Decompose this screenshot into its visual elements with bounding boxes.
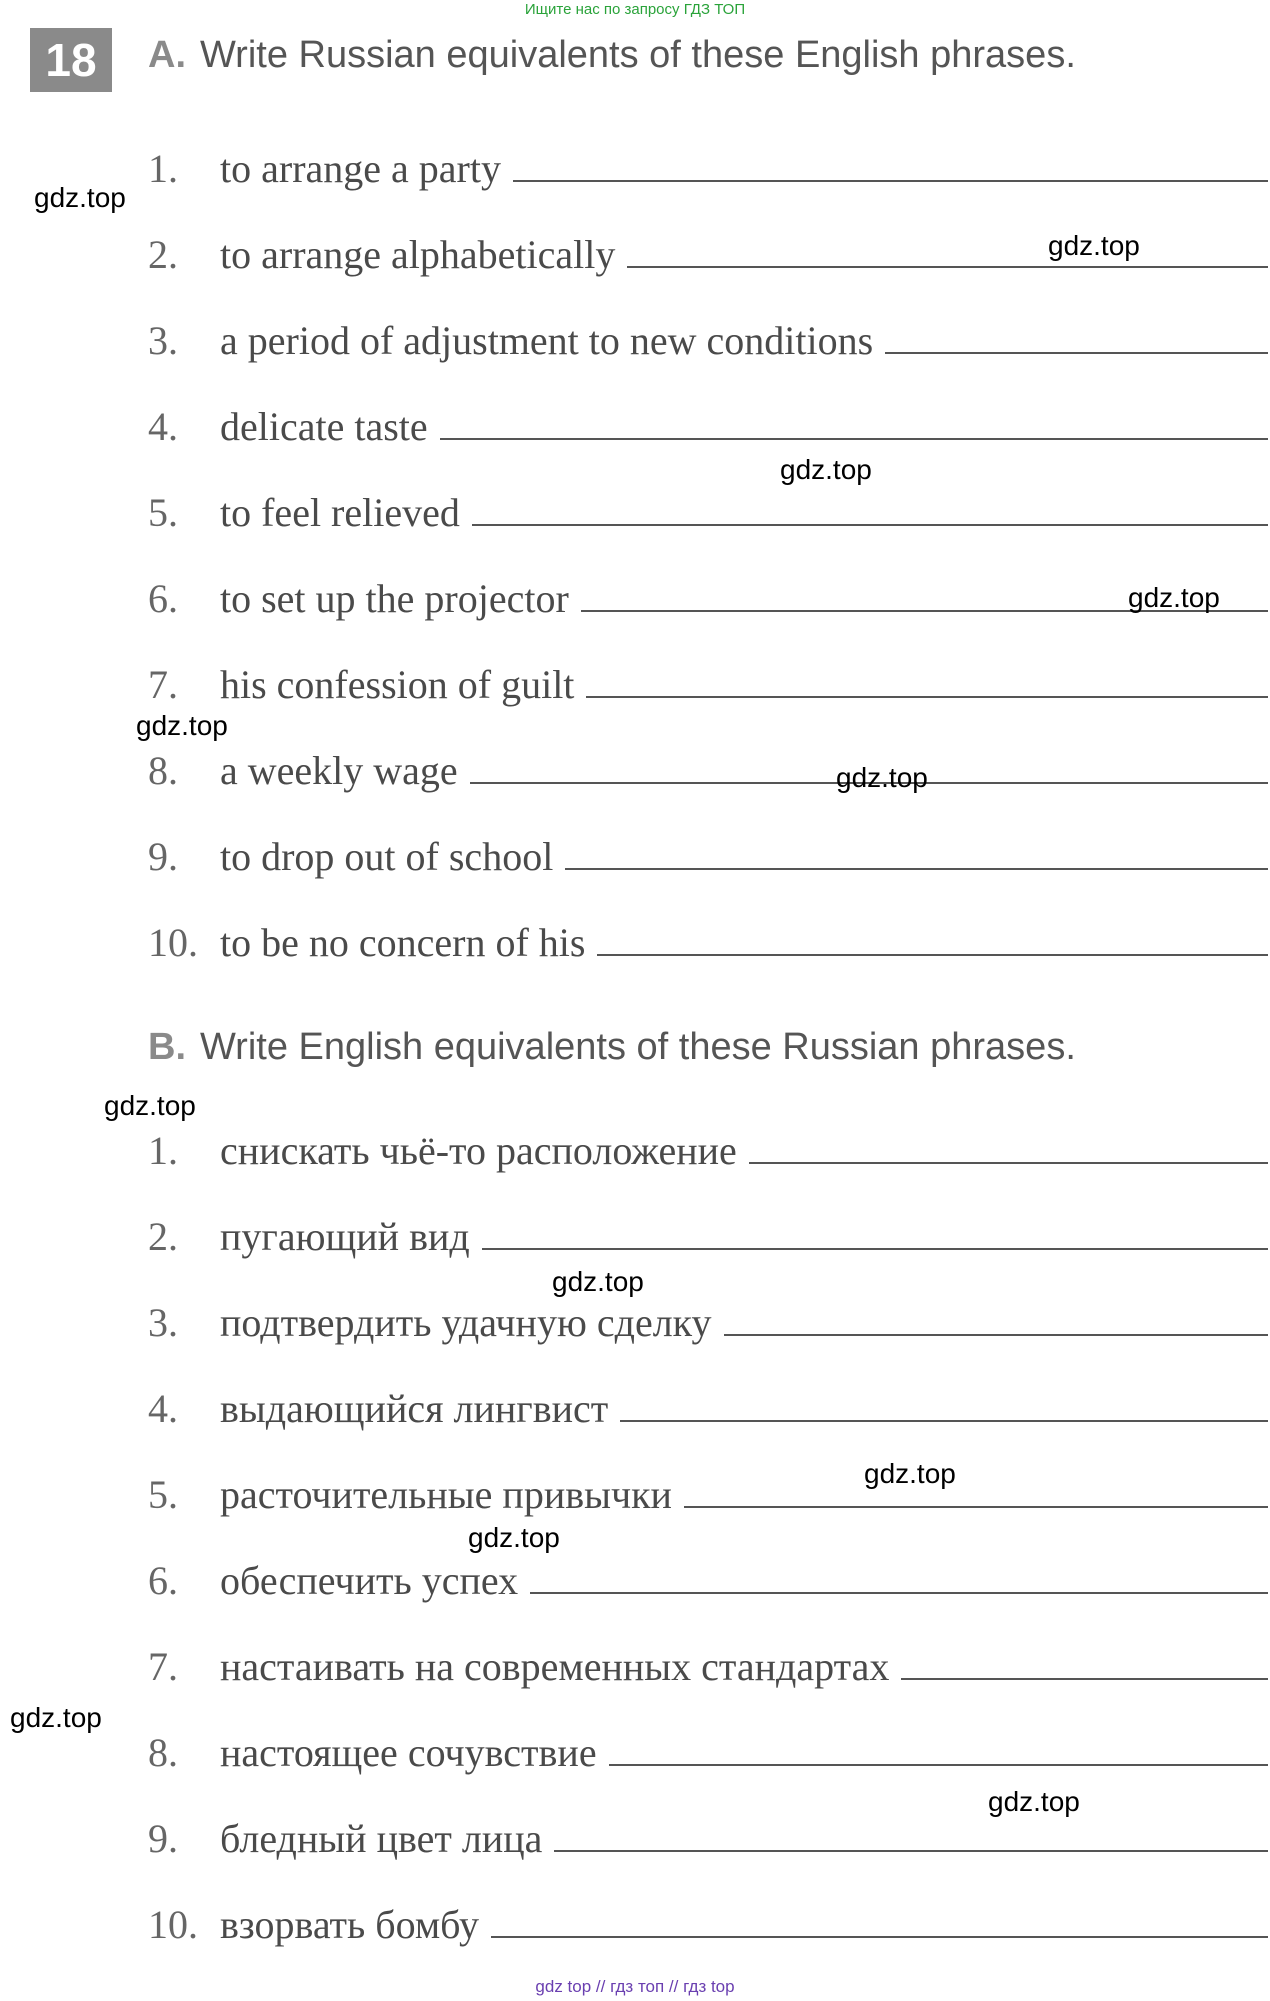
item-phrase: his confession of guilt bbox=[220, 662, 575, 707]
item-number: 3. bbox=[148, 1300, 178, 1345]
item-number: 6. bbox=[148, 1558, 178, 1603]
item-phrase: обеспечить успех bbox=[220, 1558, 519, 1603]
answer-line-a7[interactable] bbox=[586, 670, 1268, 698]
answer-line-b1[interactable] bbox=[749, 1136, 1268, 1164]
item-phrase: настаивать на современных стандартах bbox=[220, 1644, 890, 1689]
item-phrase: to be no concern of his bbox=[220, 920, 586, 965]
section-a-item-9 bbox=[148, 826, 1268, 880]
watermark: gdz.top bbox=[468, 1522, 560, 1553]
item-phrase: пугающий вид bbox=[220, 1214, 470, 1259]
section-a-item-4 bbox=[148, 396, 1268, 450]
section-b-item-10 bbox=[148, 1894, 1268, 1948]
item-number: 1. bbox=[148, 1128, 178, 1173]
section-b-item-9 bbox=[148, 1808, 1268, 1862]
item-number: 2. bbox=[148, 232, 178, 277]
watermark: gdz.top bbox=[1128, 582, 1220, 613]
item-phrase: to drop out of school bbox=[220, 834, 554, 879]
answer-line-b6[interactable] bbox=[530, 1566, 1268, 1594]
item-phrase: подтвердить удачную сделку bbox=[220, 1300, 712, 1345]
section-a-item-3 bbox=[148, 310, 1268, 364]
answer-line-b3[interactable] bbox=[724, 1308, 1268, 1336]
item-phrase: to arrange a party bbox=[220, 146, 501, 191]
item-number: 9. bbox=[148, 834, 178, 879]
answer-line-b8[interactable] bbox=[609, 1738, 1268, 1766]
section-a-item-6 bbox=[148, 568, 1268, 622]
item-number: 7. bbox=[148, 1644, 178, 1689]
answer-line-b5[interactable] bbox=[684, 1480, 1268, 1508]
answer-line-a9[interactable] bbox=[565, 842, 1268, 870]
item-phrase: выдающийся лингвист bbox=[220, 1386, 609, 1431]
answer-line-a1[interactable] bbox=[513, 154, 1268, 182]
answer-line-a2[interactable] bbox=[627, 240, 1268, 268]
item-number: 9. bbox=[148, 1816, 178, 1861]
section-b-item-6 bbox=[148, 1550, 1268, 1604]
exercise-number-badge: 18 bbox=[30, 28, 112, 92]
watermark: gdz.top bbox=[34, 182, 126, 213]
section-b-item-1 bbox=[148, 1120, 1268, 1174]
item-phrase: расточительные привычки bbox=[220, 1472, 672, 1517]
answer-line-a3[interactable] bbox=[885, 326, 1268, 354]
item-number: 7. bbox=[148, 662, 178, 707]
item-phrase: a period of adjustment to new conditions bbox=[220, 318, 874, 363]
item-phrase: a weekly wage bbox=[220, 748, 458, 793]
answer-line-b2[interactable] bbox=[482, 1222, 1268, 1250]
section-b-letter: B. bbox=[148, 1026, 186, 1068]
section-b-item-7 bbox=[148, 1636, 1268, 1690]
item-number: 4. bbox=[148, 1386, 178, 1431]
footer-links[interactable]: gdz top // гдз топ // гдз top bbox=[535, 1977, 735, 1996]
item-number: 3. bbox=[148, 318, 178, 363]
watermark: gdz.top bbox=[1048, 230, 1140, 261]
section-b-item-3 bbox=[148, 1292, 1268, 1346]
watermark: gdz.top bbox=[864, 1458, 956, 1489]
section-a-letter: A. bbox=[148, 34, 186, 76]
item-phrase: бледный цвет лица bbox=[220, 1816, 543, 1861]
watermark: gdz.top bbox=[552, 1266, 644, 1297]
watermark: gdz.top bbox=[780, 454, 872, 485]
item-phrase: снискать чьё-то расположение bbox=[220, 1128, 737, 1173]
answer-line-b4[interactable] bbox=[620, 1394, 1268, 1422]
answer-line-a4[interactable] bbox=[440, 412, 1268, 440]
item-number: 10. bbox=[148, 920, 198, 965]
item-number: 10. bbox=[148, 1902, 198, 1947]
section-a-item-1 bbox=[148, 138, 1268, 192]
watermark: gdz.top bbox=[836, 762, 928, 793]
item-number: 2. bbox=[148, 1214, 178, 1259]
section-a-instruction: Write Russian equivalents of these English phrases. bbox=[200, 34, 1076, 76]
answer-line-b7[interactable] bbox=[901, 1652, 1268, 1680]
section-a-item-8 bbox=[148, 740, 1268, 794]
item-number: 5. bbox=[148, 490, 178, 535]
item-phrase: to arrange alphabetically bbox=[220, 232, 616, 277]
watermark: gdz.top bbox=[10, 1702, 102, 1733]
item-number: 1. bbox=[148, 146, 178, 191]
watermark: gdz.top bbox=[104, 1090, 196, 1121]
answer-line-a5[interactable] bbox=[472, 498, 1268, 526]
section-b-item-4 bbox=[148, 1378, 1268, 1432]
section-b-instruction: Write English equivalents of these Russian phrases. bbox=[200, 1026, 1076, 1068]
section-b-item-2 bbox=[148, 1206, 1268, 1260]
section-b-heading bbox=[148, 1026, 1076, 1069]
item-phrase: to feel relieved bbox=[220, 490, 460, 535]
item-number: 4. bbox=[148, 404, 178, 449]
answer-line-b10[interactable] bbox=[491, 1910, 1268, 1938]
section-b-item-5 bbox=[148, 1464, 1268, 1518]
item-phrase: delicate taste bbox=[220, 404, 428, 449]
item-number: 6. bbox=[148, 576, 178, 621]
section-a-item-5 bbox=[148, 482, 1268, 536]
section-a-heading bbox=[148, 34, 1076, 77]
item-number: 8. bbox=[148, 1730, 178, 1775]
watermark: gdz.top bbox=[988, 1786, 1080, 1817]
answer-line-b9[interactable] bbox=[554, 1824, 1268, 1852]
item-number: 8. bbox=[148, 748, 178, 793]
item-number: 5. bbox=[148, 1472, 178, 1517]
item-phrase: to set up the projector bbox=[220, 576, 569, 621]
answer-line-a10[interactable] bbox=[597, 928, 1268, 956]
item-phrase: настоящее сочувствие bbox=[220, 1730, 597, 1775]
section-b-item-8 bbox=[148, 1722, 1268, 1776]
item-phrase: взорвать бомбу bbox=[220, 1902, 479, 1947]
section-a-item-10 bbox=[148, 912, 1268, 966]
watermark: gdz.top bbox=[136, 710, 228, 741]
section-a-item-7 bbox=[148, 654, 1268, 708]
search-banner[interactable]: Ищите нас по запросу ГДЗ ТОП bbox=[524, 1, 746, 18]
